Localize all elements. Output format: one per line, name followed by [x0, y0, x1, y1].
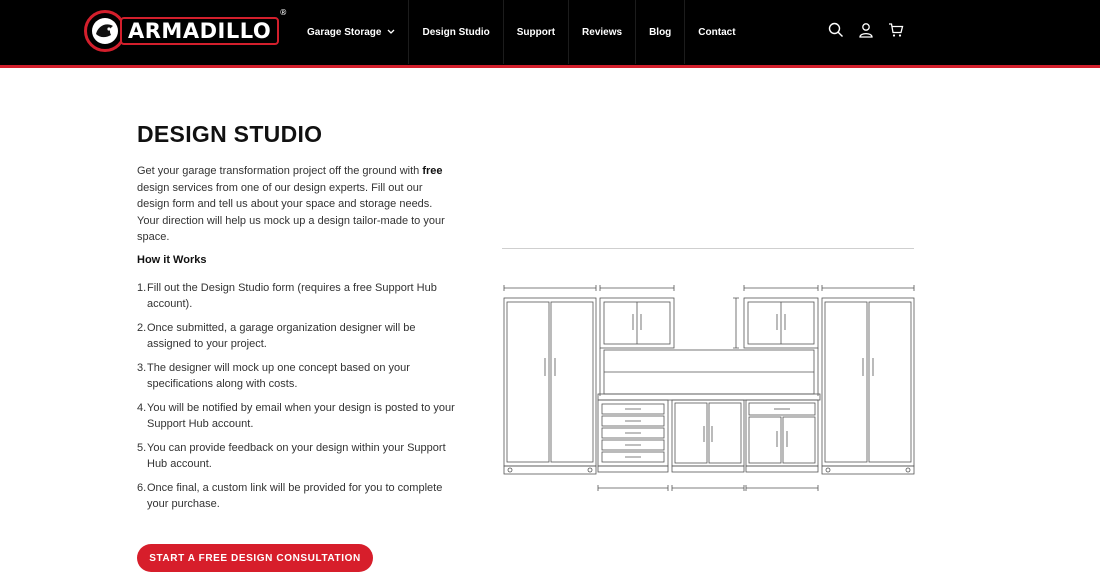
- step-text: Fill out the Design Studio form (requires a free Support Hub account).: [147, 282, 437, 310]
- step-number: 1.: [137, 282, 147, 294]
- drawing-divider: [502, 248, 914, 249]
- site-header: [0, 0, 1100, 68]
- registered-mark: ®: [279, 8, 288, 17]
- steps-list: [137, 280, 457, 520]
- nav-item-design-studio[interactable]: [409, 0, 503, 64]
- nav-item-reviews[interactable]: [569, 0, 636, 64]
- how-it-works-heading: How it Works: [137, 254, 207, 266]
- nav-item-label: Garage Storage: [307, 26, 382, 38]
- list-item: [137, 360, 457, 392]
- cabinet-layout-drawing: [500, 276, 916, 500]
- nav-item-label: Support: [516, 26, 556, 38]
- cart-icon[interactable]: [888, 22, 904, 38]
- intro-text-bold: free: [422, 165, 443, 177]
- step-text: Once final, a custom link will be provided for you to complete your purchase.: [147, 482, 443, 510]
- step-text: You can provide feedback on your design within your Support Hub account.: [147, 442, 446, 470]
- step-text: Once submitted, a garage organization designer will be assigned to your project.: [147, 322, 416, 350]
- step-number: 6.: [137, 482, 147, 494]
- start-consultation-button[interactable]: START A FREE DESIGN CONSULTATION: [137, 544, 373, 572]
- nav-item-label: Contact: [698, 26, 736, 38]
- list-item: [137, 440, 457, 472]
- main-nav: [294, 0, 749, 64]
- step-text: The designer will mock up one concept based on your specifications along with costs.: [147, 362, 410, 390]
- nav-item-blog[interactable]: [636, 0, 685, 64]
- intro-text-end: design services from one of our design experts. Fill out our design form and tell us about your space and storage needs. Your direction will help us mock up a design tailor-made to your space.: [137, 181, 445, 244]
- chevron-down-icon: [387, 29, 395, 35]
- list-item: [137, 480, 457, 512]
- list-item: [137, 400, 457, 432]
- step-text: You will be notified by email when your design is posted to your Support Hub account.: [147, 402, 455, 430]
- step-number: 2.: [137, 322, 147, 334]
- intro-text-start: Get your garage transformation project off the ground with: [137, 165, 423, 177]
- page-title: DESIGN STUDIO: [137, 121, 323, 147]
- account-icon[interactable]: [858, 22, 874, 38]
- list-item: [137, 280, 457, 312]
- header-actions: [828, 22, 904, 38]
- nav-item-contact[interactable]: [685, 0, 748, 64]
- step-number: 5.: [137, 442, 147, 454]
- brand-wordmark: ARMADILLO: [120, 17, 279, 45]
- nav-item-label: Reviews: [582, 26, 623, 38]
- nav-item-label: Blog: [649, 26, 672, 38]
- nav-item-garage-storage[interactable]: [294, 0, 409, 64]
- brand-logo[interactable]: [84, 8, 288, 52]
- step-number: 4.: [137, 402, 147, 414]
- nav-item-label: Design Studio: [422, 26, 490, 38]
- step-number: 3.: [137, 362, 147, 374]
- list-item: [137, 320, 457, 352]
- search-icon[interactable]: [828, 22, 844, 38]
- intro-paragraph: [137, 163, 457, 246]
- nav-item-support[interactable]: [504, 0, 569, 64]
